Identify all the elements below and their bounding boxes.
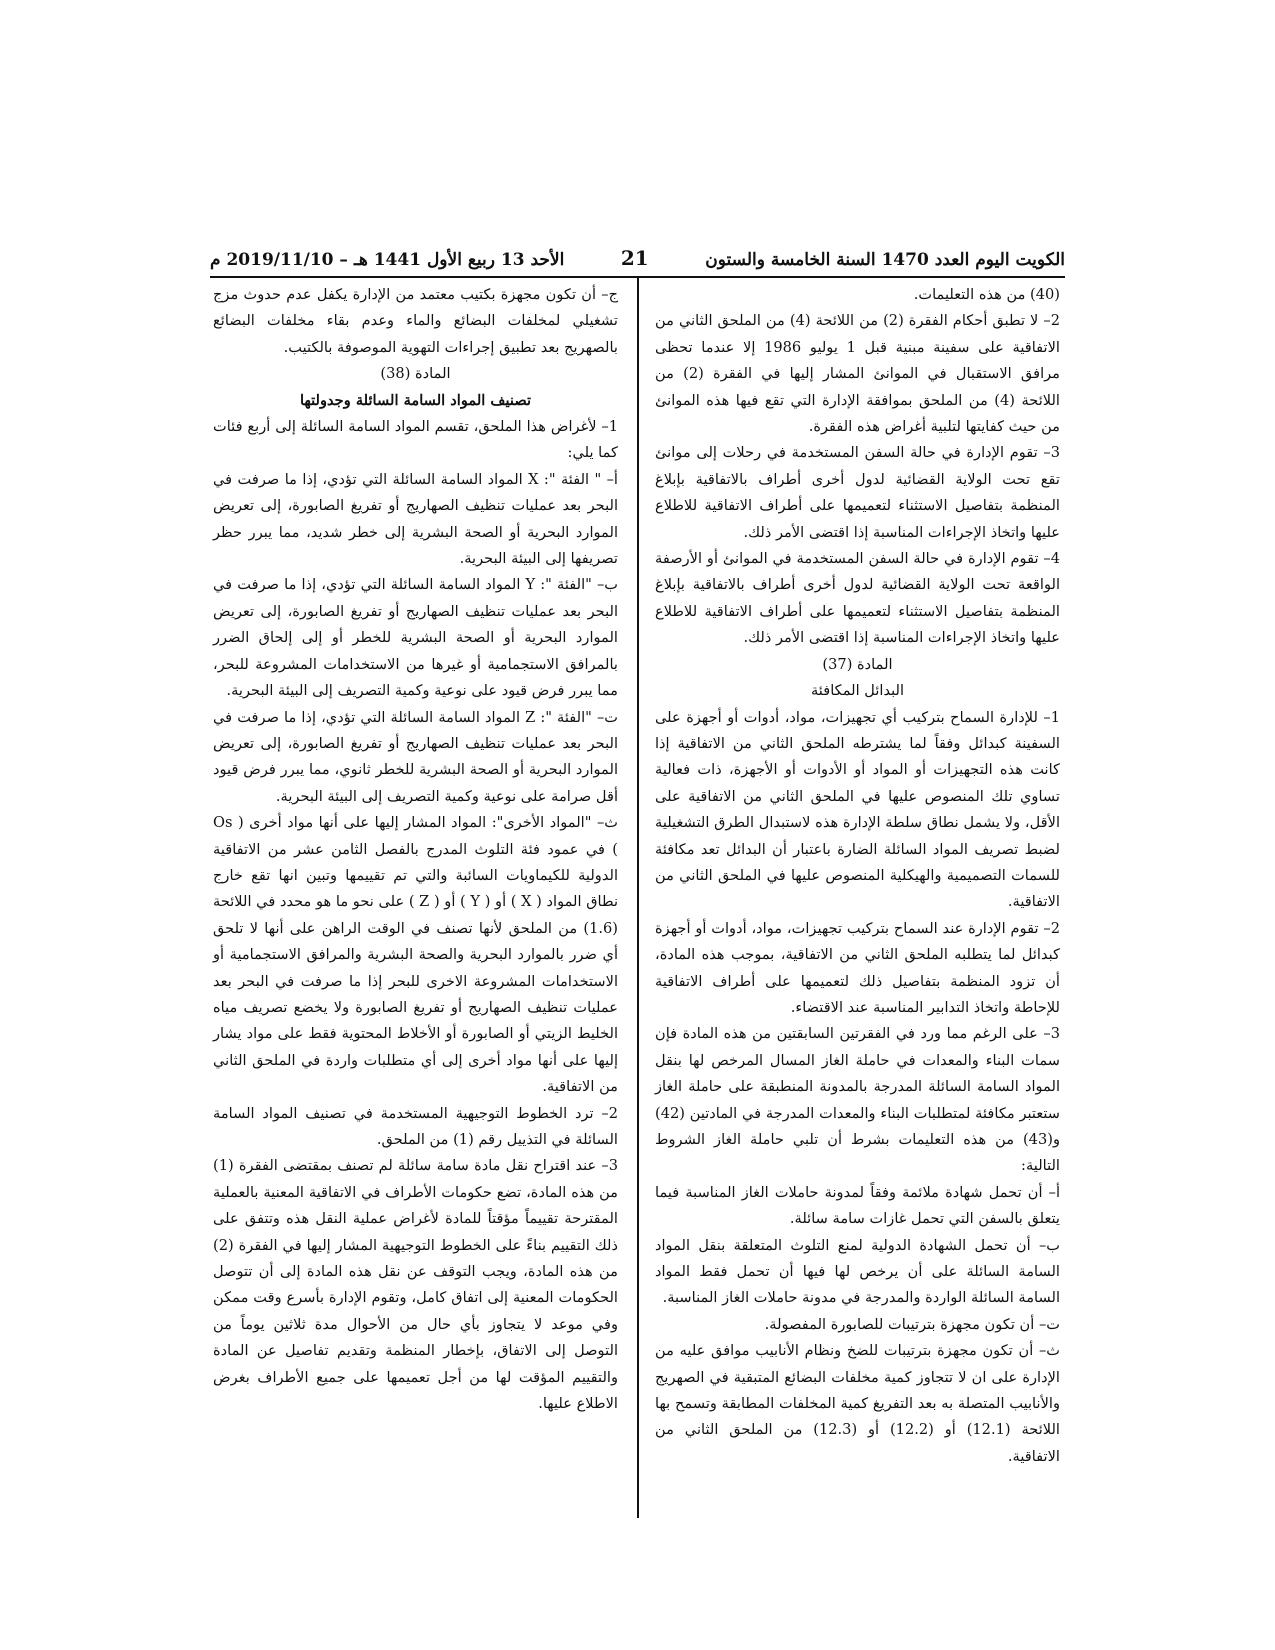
paragraph: ث– أن تكون مجهزة بترتيبات للضخ ونظام الأنابيب موافق عليه من الإدارة على ان لا تتجاوز كمية مخلفات البضائع المتبقية في الصهريج والأنابيب المتصلة به بعد التفريغ كمية المخلفات المطابقة وتسمح بها اللائحة (12.1) أو (12.2) أو (12.3) من الملحق الثاني من الاتفاقية.	[655, 1342, 1060, 1465]
page-number: 21	[620, 246, 649, 270]
article-heading: المادة (38)	[380, 365, 451, 383]
paragraph: 3– عند اقتراح نقل مادة سامة سائلة لم تصنف بمقتضى الفقرة (1) من هذه المادة، تضع حكومات الأطراف في الاتفاقية المعنية بالعملية المقترحة تقييماً مؤقتاً للمادة لأغراض عملية النقل هذه وتتفق على ذلك التقييم بناءً على الخطوط التوجيهية المشار إليها في الفقرة (2) من هذه المادة، ويجب التوقف عن نقل هذه المادة إلى أن تتوصل الحكومات المعنية إلى اتفاق كامل، وتقوم الإدارة بأسرع وقت ممكن وفي موعد لا يتجاوز بأي حال من الأحوال مدة ثلاثين يوماً من التوصل إلى الاتفاق، بإخطار المنظمة وتقديم تفاصيل عن المادة والتقييم المؤقت لها من أجل تعميمها على جميع الأطراف بغرض الاطلاع عليها.	[213, 1157, 618, 1413]
article-heading: المادة (37)	[822, 655, 893, 673]
paragraph: 2– ترد الخطوط التوجيهية المستخدمة في تصنيف المواد السامة السائلة في التذييل رقم (1) من الملحق.	[213, 1104, 618, 1148]
paragraph: 4– تقوم الإدارة في حالة السفن المستخدمة في الموانئ أو الأرصفة الواقعة تحت الولاية القضائية لدول أخرى أطراف بالاتفاقية بإبلاغ المنظمة بتفاصيل الاستثناء لتعميمها على أطراف الاتفاقية للاطلاع عليها واتخاذ الإجراءات المناسبة إذا اقتضى الأمر ذلك.	[655, 550, 1060, 647]
paragraph: 3– على الرغم مما ورد في الفقرتين السابقتين من هذه المادة فإن سمات البناء والمعدات في حاملة الغاز المسال المرخص لها بنقل المواد السامة السائلة المدرجة بالمدونة المنطبقة على حاملة الغاز ستعتبر مكافئة لمتطلبات البناء والمعدات المدرجة في المادتين (42) و(43) من هذه التعليمات بشرط أن تلبي حاملة الغاز الشروط التالية:	[655, 1025, 1060, 1175]
article-title: البدائل المكافئة	[810, 682, 905, 700]
paragraph: ث– "المواد الأخرى": المواد المشار إليها على أنها مواد أخرى ( Os ) في عمود فئة التلوث المدرج بالفصل الثامن عشر من الاتفاقية الدولية للكيماويات السائبة والتي تم تقييمها وتبين انها تقع خارج نطاق المواد ( X ) أو ( Y ) أو ( Z ) على نحو ما هو محدد في اللائحة (1.6) من الملحق لأنها تصنف في الوقت الراهن على أنها لا تلحق أي ضرر بالموارد البحرية والصحة البشرية والمرافق الاستجمامية أو الاستخدامات المشروعة الاخرى للبحر إذا ما صرفت في البحر بعد عمليات تنظيف الصهاريج أو تفريغ الصابورة ولا يخضع تصريف مياه الخليط الزيتي أو الصابورة أو الأخلاط المحتوية فقط على مواد يشار إليها على أنها مواد أخرى إلى أي متطلبات واردة في الملحق الثاني من الاتفاقية.	[213, 814, 619, 1096]
paragraph: ت– أن تكون مجهزة بترتيبات للصابورة المفصولة.	[764, 1315, 1060, 1333]
paragraph: ب– "الفئة ": Y المواد السامة السائلة التي تؤدي، إذا ما صرفت في البحر بعد عمليات تنظيف الصهاريج أو تفريغ الصابورة، إلى تعريض الموارد البحرية أو الصحة البشرية للخطر أو إلى إلحاق الضرر بالمرافق الاستجمامية أو غيرها من الاستخدامات المشروعة للبحر، مما يبرر فرض قيود على نوعية وكمية التصريف إلى البيئة البحرية.	[213, 576, 618, 700]
paragraph: ت– "الفئة ": Z المواد السامة السائلة التي تؤدي، إذا ما صرفت في البحر بعد عمليات تنظيف الصهاريج أو تفريغ الصابورة، إلى تعريض الموارد البحرية أو الصحة البشرية للخطر ثانوي، مما يبرر فرض قيود أقل صرامة على نوعية وكمية التصريف إلى البيئة البحرية.	[213, 708, 618, 805]
column-divider	[637, 278, 639, 1518]
page-header	[210, 240, 1065, 270]
paragraph: ب– أن تحمل الشهادة الدولية لمنع التلوث المتعلقة بنقل المواد السامة السائلة على أن يرخص لها فيها أن تحمل فقط المواد السامة السائلة الواردة والمدرجة في مدونة حاملات الغاز المناسبة.	[655, 1236, 1060, 1307]
header-publication: الكويت اليوم العدد 1470 السنة الخامسة والستون	[705, 250, 1065, 270]
paragraph: 2– تقوم الإدارة عند السماح بتركيب تجهيزات، مواد، أدوات أو أجهزة كبدائل لما يتطلبه الملحق الثاني من الاتفاقية، بموجب هذه المادة، أن تزود المنظمة بتفاصيل ذلك لتعميمها على أطراف الاتفاقية للإحاطة واتخاذ التدابير المناسبة عند الاقتضاء.	[655, 919, 1060, 1016]
paragraph: (40) من هذه التعليمات.	[913, 286, 1060, 303]
paragraph: 3– تقوم الإدارة في حالة السفن المستخدمة في رحلات إلى موانئ تقع تحت الولاية القضائية لدول أخرى أطراف بالاتفاقية بإبلاغ المنظمة بتفاصيل الاستثناء لتعميمها على أطراف الاتفاقية للاطلاع عليها واتخاذ الإجراءات المناسبة إذا اقتضى الأمر ذلك.	[655, 444, 1060, 541]
paragraph: أ– أن تحمل شهادة ملائمة وفقاً لمدونة حاملات الغاز المناسبة فيما يتعلق بالسفن التي تحمل غازات سامة سائلة.	[655, 1183, 1060, 1228]
paragraph: 1– لأغراض هذا الملحق، تقسم المواد السامة السائلة إلى أربع فئات كما يلي:	[213, 418, 618, 462]
header-date: الأحد 13 ربيع الأول 1441 هـ – 2019/11/10 م	[210, 250, 565, 270]
paragraph: 1– للإدارة السماح بتركيب أي تجهيزات، مواد، أدوات أو أجهزة على السفينة كبدائل وفقاً لما يشترطه الملحق الثاني من الاتفاقية إذا كانت هذه التجهيزات أو المواد أو الأدوات أو الأجهزة، ذات فعالية تساوي تلك المنصوص عليها في الملحق الثاني من الاتفاقية على الأقل، ولا يشمل نطاق سلطة الإدارة هذه لاستبدال الطرق التشغيلية لضبط تصريف المواد السائلة الضارة باعتبار أن البدائل تعد مكافئة للسمات التصميمية والهيكلية المنصوص عليها في الملحق الثاني من الاتفاقية.	[655, 708, 1060, 911]
paragraph: ج– أن تكون مجهزة بكتيب معتمد من الإدارة يكفل عدم حدوث مزج تشغيلي لمخلفات البضائع والماء وعدم بقاء مخلفات البضائع بالصهريج بعد تطبيق إجراءات التهوية الموصوفة بالكتيب.	[213, 286, 618, 356]
left-column	[213, 282, 618, 1417]
article-title: تصنيف المواد السامة السائلة وجدولتها	[299, 391, 532, 409]
right-column	[655, 282, 1060, 1470]
paragraph: أ– " الفئة ": X المواد السامة السائلة التي تؤدي، إذا ما صرفت في البحر بعد عمليات تنظيف الصهاريج أو تفريغ الصابورة، إلى تعريض الموارد البحرية أو الصحة البشرية إلى خطر شديد، مما يبرر حظر تصريفها إلى البيئة البحرية.	[213, 470, 618, 568]
paragraph: 2– لا تطبق أحكام الفقرة (2) من اللائحة (4) من الملحق الثاني من الاتفاقية على سفينة مبنية قبل 1 يوليو 1986 إلا عندما تحظى مرافق الاستقبال في الموانئ المشار إليها في الفقرة (2) من اللائحة (4) من الملحق بموافقة الإدارة التي تقع فيها هذه الموانئ من حيث كفايتها لتلبية أغراض هذه الفقرة.	[655, 312, 1060, 436]
